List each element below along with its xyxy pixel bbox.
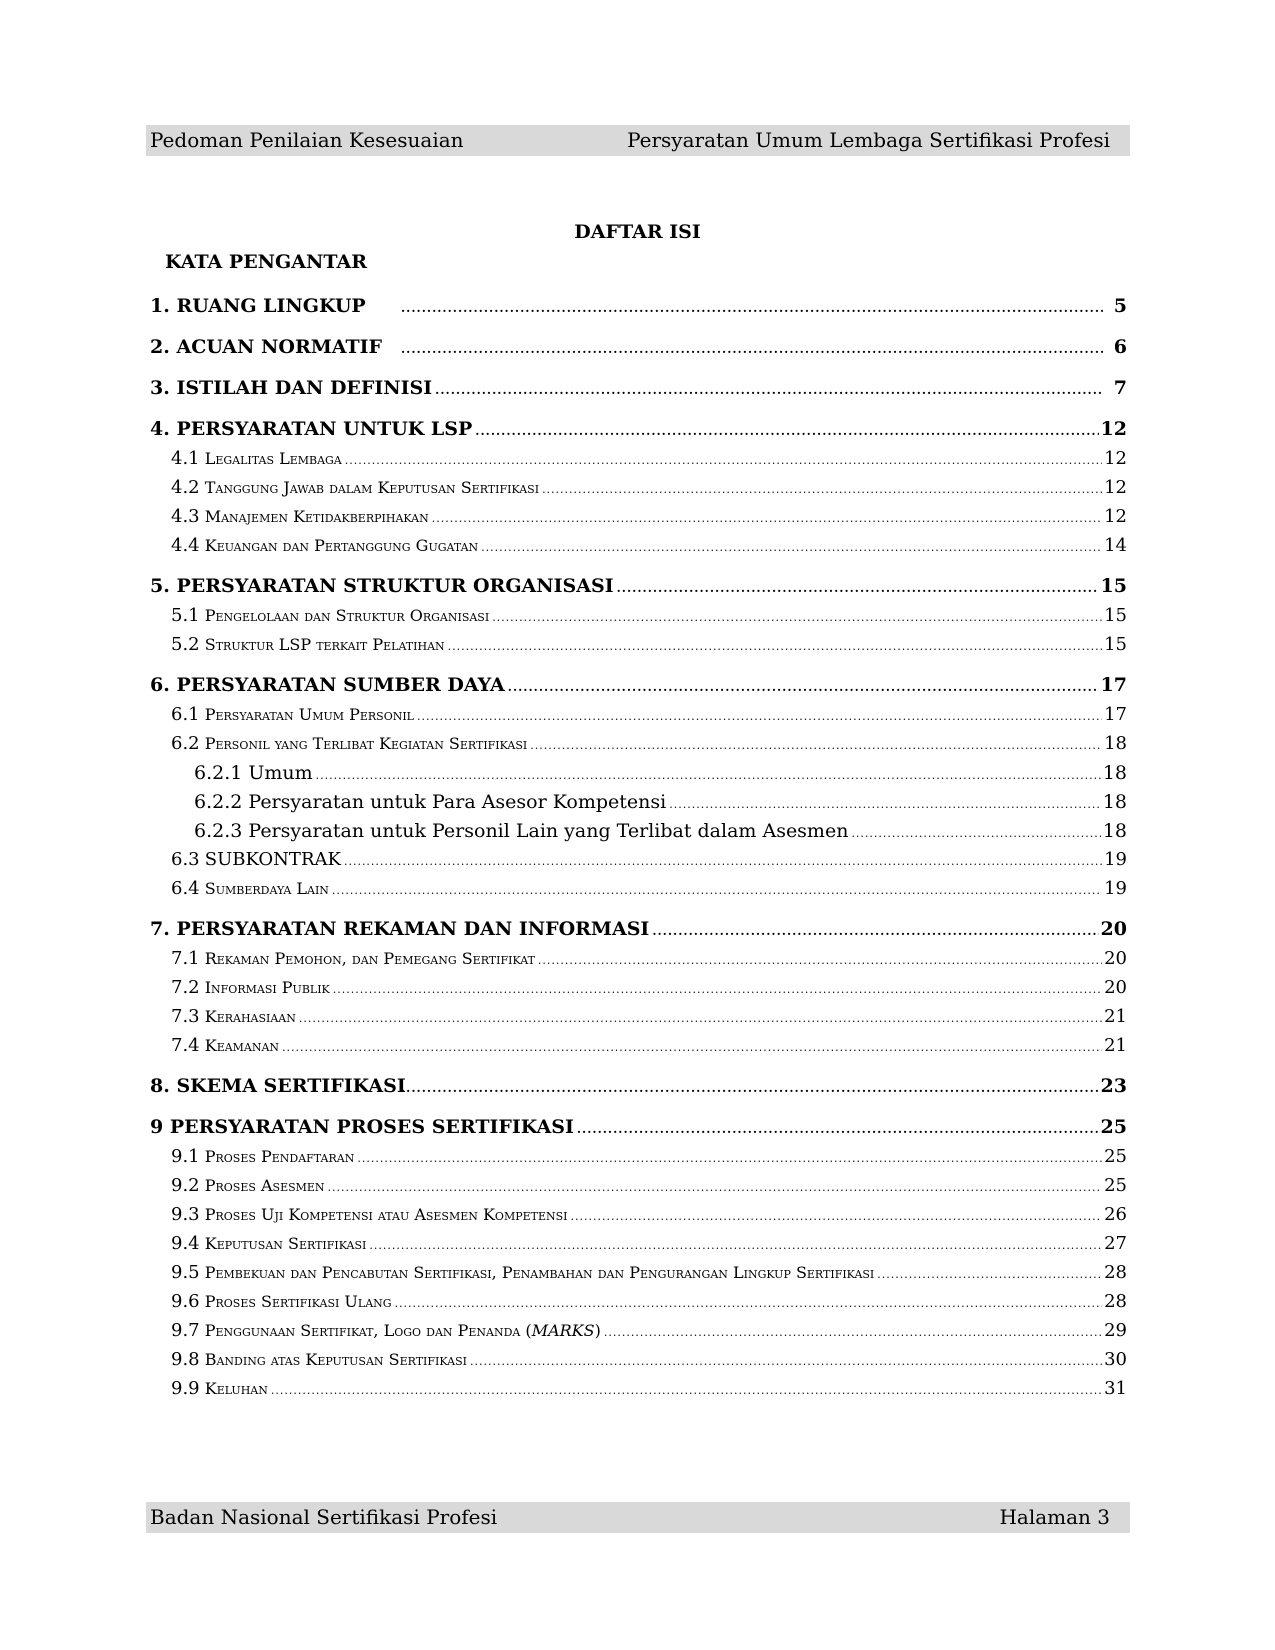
toc-entry-text: Kerahasiaan	[204, 1007, 296, 1026]
toc-entry-number: 9.1	[171, 1146, 200, 1167]
toc-entry-label: 9 PERSYARATAN PROSES SERTIFIKASI	[150, 1116, 574, 1138]
toc-entry[interactable]	[150, 977, 1127, 1006]
toc-entry-number: 9.4	[171, 1233, 200, 1254]
header-right-text: Persyaratan Umum Lembaga Sertifikasi Profesi	[627, 128, 1110, 152]
toc-page-number: 12	[1104, 448, 1127, 469]
toc-entry[interactable]	[150, 1320, 1127, 1349]
toc-entry-number: 6.3	[171, 849, 200, 870]
toc-entry[interactable]	[150, 295, 1127, 325]
toc-title: DAFTAR ISI	[574, 221, 701, 243]
toc-entry[interactable]	[150, 791, 1127, 820]
toc-page-number: 25	[1100, 1116, 1127, 1138]
toc-leader-dots	[475, 424, 1098, 438]
toc-leader-dots	[492, 611, 1102, 624]
toc-entry-number: 7.4	[171, 1035, 200, 1056]
toc-leader-dots	[530, 739, 1102, 752]
toc-entry-number: 4.4	[171, 535, 200, 556]
toc-entry-text: Proses Pendaftaran	[204, 1147, 355, 1166]
toc-page-number: 15	[1104, 634, 1127, 655]
toc-entry[interactable]	[150, 1204, 1127, 1233]
toc-entry[interactable]	[150, 1262, 1127, 1291]
page-footer	[146, 1502, 1130, 1533]
toc-entry[interactable]	[150, 506, 1127, 535]
toc-page-number: 21	[1104, 1006, 1127, 1027]
toc-page-number: 19	[1104, 849, 1127, 870]
toc-entry-label: 5. PERSYARATAN STRUKTUR ORGANISASI	[150, 575, 614, 597]
toc-entry-label	[171, 535, 478, 556]
toc-entry-label	[171, 704, 414, 725]
toc-entry-label	[171, 849, 341, 870]
toc-page-number: 15	[1100, 575, 1127, 597]
toc-page-number: 18	[1102, 762, 1127, 784]
toc-entry-text: Pengelolaan dan Struktur Organisasi	[204, 606, 490, 625]
toc-leader-dots	[395, 1297, 1103, 1310]
toc-leader-dots	[282, 1041, 1102, 1054]
toc-leader-dots	[435, 383, 1103, 397]
page-number: Halaman 3	[999, 1505, 1110, 1529]
toc-entry-number: 6.1	[171, 704, 200, 725]
toc-entry-label	[171, 605, 489, 626]
toc-leader-dots	[344, 855, 1102, 868]
toc-entry-label	[171, 733, 527, 754]
toc-entry-label	[171, 448, 342, 469]
toc-leader-dots	[652, 924, 1098, 938]
toc-leader-dots	[617, 581, 1099, 595]
toc-entry-number: 5.1	[171, 605, 200, 626]
toc-entry-number: 7.3	[171, 1006, 200, 1027]
toc-entry-text: Proses Asesmen	[204, 1176, 325, 1195]
toc-entry-label: 6. PERSYARATAN SUMBER DAYA	[150, 674, 505, 696]
toc-entry-text: Tanggung Jawab dalam Keputusan Sertifikasi	[204, 478, 540, 497]
toc-entry[interactable]	[150, 634, 1127, 663]
toc-entry-label	[171, 1349, 467, 1370]
toc-page-number: 5	[1113, 295, 1127, 317]
toc-page-number: 31	[1104, 1378, 1127, 1399]
toc-entry[interactable]	[150, 1116, 1127, 1146]
toc-entry-text: SUBKONTRAK	[204, 849, 341, 870]
toc-page-number: 14	[1104, 535, 1127, 556]
toc-entry-text: Keamanan	[204, 1036, 280, 1055]
toc-leader-dots	[448, 640, 1102, 653]
toc-entry[interactable]	[150, 948, 1127, 977]
toc-entry-number: 9.2	[171, 1175, 200, 1196]
toc-page-number: 17	[1100, 674, 1127, 696]
toc-entry[interactable]	[150, 849, 1127, 878]
toc-entry-number: 7.2	[171, 977, 200, 998]
toc-entry-text: Legalitas Lembaga	[204, 449, 342, 468]
toc-page-number: 12	[1100, 418, 1127, 440]
toc-leader-dots	[401, 1081, 1099, 1095]
toc-entry-label	[171, 948, 535, 969]
toc-page-number: 18	[1102, 791, 1127, 813]
toc-entry-text: Informasi Publik	[204, 978, 330, 997]
toc-leader-dots	[417, 710, 1102, 723]
toc-entry[interactable]	[150, 762, 1127, 791]
toc-page-number: 25	[1104, 1146, 1127, 1167]
toc-leader-dots	[542, 483, 1102, 496]
toc-entry[interactable]	[150, 1006, 1127, 1035]
toc-entry-text: Proses Uji Kompetensi atau Asesmen Kompetensi	[204, 1205, 568, 1224]
toc-page-number: 6	[1113, 336, 1127, 358]
table-of-contents	[150, 295, 1127, 1407]
toc-leader-dots	[538, 954, 1102, 967]
toc-entry[interactable]	[150, 1349, 1127, 1378]
toc-entry-label: 4. PERSYARATAN UNTUK LSP	[150, 418, 473, 440]
toc-entry-text: Manajemen Ketidakberpihakan	[204, 507, 429, 526]
toc-entry[interactable]	[150, 1233, 1127, 1262]
toc-entry-label	[171, 1146, 354, 1167]
toc-page-number: 18	[1104, 733, 1127, 754]
toc-page-number: 20	[1100, 918, 1127, 940]
toc-entry-text: Struktur LSP terkait Pelatihan	[204, 635, 445, 654]
toc-page-number: 29	[1104, 1320, 1127, 1341]
toc-leader-dots	[877, 1268, 1102, 1281]
toc-entry-label	[171, 1006, 296, 1027]
toc-entry[interactable]	[150, 336, 1127, 366]
toc-page-number: 15	[1104, 605, 1127, 626]
toc-leader-dots	[401, 301, 1103, 315]
toc-entry[interactable]	[150, 1035, 1127, 1064]
toc-entry-label	[171, 1262, 874, 1283]
toc-entry-label	[171, 1320, 601, 1341]
toc-page-number: 23	[1100, 1075, 1127, 1097]
toc-entry-text: Sumberdaya Lain	[204, 879, 329, 898]
toc-leader-dots	[470, 1355, 1102, 1368]
toc-entry-text: Keuangan dan Pertanggung Gugatan	[204, 536, 479, 555]
toc-entry-number: 6.4	[171, 878, 200, 899]
toc-leader-dots	[345, 454, 1102, 467]
toc-entry-label	[171, 1378, 268, 1399]
toc-page-number: 19	[1104, 878, 1127, 899]
toc-entry-label	[171, 1204, 568, 1225]
toc-entry-label	[171, 477, 539, 498]
toc-entry-number: 9.6	[171, 1291, 200, 1312]
toc-page-number: 30	[1104, 1349, 1127, 1370]
toc-entry[interactable]	[150, 878, 1127, 907]
toc-leader-dots	[851, 827, 1100, 840]
toc-leader-dots	[299, 1012, 1102, 1025]
toc-leader-dots	[604, 1326, 1102, 1339]
toc-entry-label	[171, 506, 429, 527]
toc-page-number: 25	[1104, 1175, 1127, 1196]
toc-entry-label	[171, 1291, 392, 1312]
toc-entry-text: Penggunaan Sertifikat, Logo dan Penanda (MARKS)	[204, 1321, 601, 1340]
toc-page-number: 20	[1104, 977, 1127, 998]
toc-leader-dots	[271, 1384, 1102, 1397]
toc-entry-label: 6.2.3 Persyaratan untuk Personil Lain yang Terlibat dalam Asesmen	[194, 820, 849, 842]
toc-entry-number: 9.8	[171, 1349, 200, 1370]
toc-entry[interactable]	[150, 605, 1127, 634]
toc-entry-number: 6.2	[171, 733, 200, 754]
toc-leader-dots	[333, 983, 1102, 996]
toc-leader-dots	[577, 1122, 1099, 1136]
toc-entry-text: Persyaratan Umum Personil	[204, 705, 414, 724]
toc-entry-label: 2. ACUAN NORMATIF	[150, 336, 382, 358]
toc-entry[interactable]	[150, 1175, 1127, 1204]
toc-entry-label	[171, 1035, 279, 1056]
toc-entry[interactable]	[150, 674, 1127, 704]
toc-entry-text: Proses Sertifikasi Ulang	[204, 1292, 392, 1311]
toc-entry[interactable]	[150, 704, 1127, 733]
toc-leader-dots	[669, 798, 1101, 811]
toc-entry[interactable]	[150, 377, 1127, 407]
header-left-text: Pedoman Penilaian Kesesuaian	[150, 128, 464, 152]
toc-leader-dots	[432, 512, 1102, 525]
toc-entry-number: 4.1	[171, 448, 200, 469]
toc-page-number: 28	[1104, 1291, 1127, 1312]
toc-entry-label: 1. RUANG LINGKUP	[150, 295, 366, 317]
toc-entry[interactable]	[150, 448, 1127, 477]
toc-page-number: 18	[1102, 820, 1127, 842]
toc-leader-dots	[316, 769, 1101, 782]
toc-entry[interactable]	[150, 820, 1127, 849]
toc-page-number: 28	[1104, 1262, 1127, 1283]
toc-page-number: 21	[1104, 1035, 1127, 1056]
toc-entry[interactable]	[150, 1378, 1127, 1407]
toc-entry[interactable]	[150, 535, 1127, 564]
toc-entry-text: Personil yang Terlibat Kegiatan Sertifikasi	[204, 734, 528, 753]
toc-page-number: 27	[1104, 1233, 1127, 1254]
toc-entry[interactable]	[150, 575, 1127, 605]
toc-entry-label: 6.2.1 Umum	[194, 762, 313, 784]
toc-entry-label: 8. SKEMA SERTIFIKASI	[150, 1075, 406, 1097]
toc-entry-text: Rekaman Pemohon, dan Pemegang Sertifikat	[204, 949, 535, 968]
toc-entry-label: 7. PERSYARATAN REKAMAN DAN INFORMASI	[150, 918, 650, 940]
toc-page-number: 12	[1104, 506, 1127, 527]
toc-entry-label: 3. ISTILAH DAN DEFINISI	[150, 377, 433, 399]
toc-entry-number: 9.3	[171, 1204, 200, 1225]
toc-entry-label	[171, 634, 445, 655]
toc-leader-dots	[481, 541, 1102, 554]
toc-entry[interactable]	[150, 477, 1127, 506]
toc-page-number: 12	[1104, 477, 1127, 498]
toc-entry-label	[171, 1175, 325, 1196]
toc-leader-dots	[369, 1239, 1102, 1252]
toc-page-number: 17	[1104, 704, 1127, 725]
toc-leader-dots	[332, 884, 1102, 897]
toc-page-number: 7	[1113, 377, 1127, 399]
toc-entry-label: 6.2.2 Persyaratan untuk Para Asesor Kompetensi	[194, 791, 667, 813]
toc-entry-label	[171, 977, 330, 998]
footer-left-text: Badan Nasional Sertifikasi Profesi	[150, 1505, 498, 1529]
toc-entry-number: 5.2	[171, 634, 200, 655]
toc-entry-label	[171, 1233, 366, 1254]
toc-intro: KATA PENGANTAR	[165, 251, 368, 273]
toc-entry-number: 9.7	[171, 1320, 200, 1341]
toc-leader-dots	[508, 680, 1099, 694]
toc-entry-number: 9.5	[171, 1262, 200, 1283]
toc-entry[interactable]	[150, 1075, 1127, 1105]
toc-entry-text: Keluhan	[204, 1379, 268, 1398]
toc-entry-text: Pembekuan dan Pencabutan Sertifikasi, Penambahan dan Pengurangan Lingkup Sertifikasi	[204, 1263, 875, 1282]
toc-entry[interactable]	[150, 918, 1127, 948]
toc-entry-text: Keputusan Sertifikasi	[204, 1234, 367, 1253]
toc-entry-text: Banding atas Keputusan Sertifikasi	[204, 1350, 467, 1369]
toc-leader-dots	[401, 342, 1103, 356]
toc-entry-label	[171, 878, 329, 899]
toc-leader-dots	[328, 1181, 1103, 1194]
page-header	[146, 125, 1130, 156]
toc-entry[interactable]	[150, 418, 1127, 448]
toc-page-number: 26	[1104, 1204, 1127, 1225]
toc-entry-number: 4.2	[171, 477, 200, 498]
toc-entry[interactable]	[150, 1146, 1127, 1175]
toc-entry-number: 9.9	[171, 1378, 200, 1399]
toc-entry-number: 4.3	[171, 506, 200, 527]
toc-leader-dots	[571, 1210, 1103, 1223]
toc-page-number: 20	[1104, 948, 1127, 969]
toc-leader-dots	[357, 1152, 1102, 1165]
toc-entry[interactable]	[150, 1291, 1127, 1320]
toc-entry[interactable]	[150, 733, 1127, 762]
toc-entry-number: 7.1	[171, 948, 200, 969]
